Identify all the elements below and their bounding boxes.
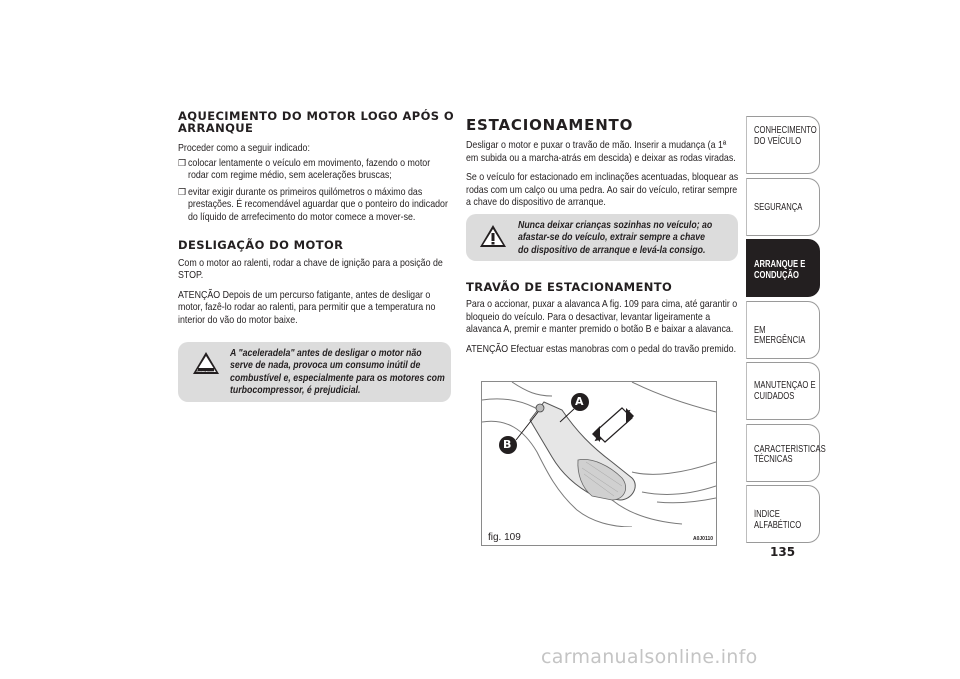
paragraph: Com o motor ao ralenti, rodar a chave de ignição para a posição de STOP. <box>178 257 443 282</box>
page-number: 135 <box>770 545 796 559</box>
parking-brake-illustration <box>482 382 716 527</box>
figure-code: A0J0110 <box>693 536 714 542</box>
paragraph: Se o veículo for estacionado em inclinações acentuadas, bloquear as rodas com um calço ou uma pedra. Ao sair do veículo, retirar sempre a chave do dispositivo de arranque. <box>466 172 739 209</box>
paragraph: Para o accionar, puxar a alavanca A fig. 109 para cima, até garantir o bloqueio do veículo. Para o desactivar, levantar ligeiramente a alavanca A, premir e manter premido o botão B e baixar a alavanca. <box>466 299 738 336</box>
intro-text: Proceder como a seguir indicado: <box>178 143 310 154</box>
right-column-lower <box>466 281 746 356</box>
bullet-text: colocar lentamente o veículo em movimento, fazendo o motor rodar com regime médio, sem acelerações bruscas; <box>188 157 431 182</box>
right-column <box>466 116 746 210</box>
tab-conhecimento[interactable] <box>746 116 820 174</box>
heading-engine-warmup: AQUECIMENTO DO MOTOR LOGO APÓS O ARRANQUE <box>178 109 455 135</box>
tab-label: CARACTERÍSTICAS TÉCNICAS <box>754 443 826 465</box>
paragraph: ATENÇÃO Depois de um percurso fatigante, antes de desligar o motor, fazê-lo rodar ao ralenti, para permitir que a temperatura no interior do vão do motor baixe. <box>178 289 436 326</box>
tab-arranque[interactable] <box>746 239 820 297</box>
bullet-item <box>178 158 496 183</box>
heading-parking-brake: TRAVÃO DE ESTACIONAMENTO <box>466 280 673 294</box>
tab-label: SEGURANÇA <box>754 201 803 213</box>
bullet-item <box>178 187 496 225</box>
warning-triangle-icon <box>479 224 507 248</box>
left-column <box>178 110 456 328</box>
figure-caption: fig. 109 <box>488 532 521 543</box>
note-text: A "aceleradela" antes de desligar o motor não serve de nada, provoca um consumo inútil de combustível e, especialmente para os motores com turbocompressor, é prejudicial. <box>230 348 445 397</box>
heading-engine-shutdown: DESLIGAÇÃO DO MOTOR <box>178 237 344 252</box>
tab-label: CONHECIMENTO DO VEÍCULO <box>754 125 817 147</box>
tab-label: EM EMERGÊNCIA <box>754 324 806 346</box>
tab-indice[interactable] <box>746 485 820 543</box>
warning-icon-caption: attenzione <box>196 368 215 373</box>
figure-109 <box>481 381 717 546</box>
tab-label: ARRANQUE E CONDUÇÃO <box>754 259 806 281</box>
tab-manutencao[interactable] <box>746 362 820 420</box>
checkbox-bullet-icon: ❒ <box>178 157 187 168</box>
heading-parking: ESTACIONAMENTO <box>466 116 634 134</box>
tab-seguranca[interactable] <box>746 178 820 236</box>
warning-text: Nunca deixar crianças sozinhas no veículo; ao afastar-se do veículo, extrair sempre a chave do dispositivo de arranque e levá-la consigo. <box>518 220 713 256</box>
watermark: carmanualsonline.info <box>541 646 758 668</box>
tab-emergencia[interactable] <box>746 301 820 359</box>
bullet-text: evitar exigir durante os primeiros quilómetros o máximo das prestações. É recomendável aguardar que o ponteiro do indicador do líquido de arrefecimento do motor comece a mover-se. <box>188 186 448 223</box>
warning-box <box>466 214 738 261</box>
callout-b-label: B <box>503 438 512 451</box>
checkbox-bullet-icon: ❒ <box>178 186 187 197</box>
tab-label: MANUTENÇÃO E CUIDADOS <box>754 380 816 402</box>
paragraph: ATENÇÃO Efectuar estas manobras com o pedal do travão premido. <box>466 343 737 355</box>
tab-caracteristicas[interactable] <box>746 424 826 482</box>
note-box <box>178 342 451 402</box>
callout-a-label: A <box>575 395 584 408</box>
chapter-tabs <box>746 116 826 547</box>
tab-label: ÍNDICE ALFABÉTICO <box>754 509 802 531</box>
paragraph: Desligar o motor e puxar o travão de mão. Inserir a mudança (a 1ª em subida ou a marcha-atrás em descida) e deixar as rodas viradas. <box>466 140 736 164</box>
